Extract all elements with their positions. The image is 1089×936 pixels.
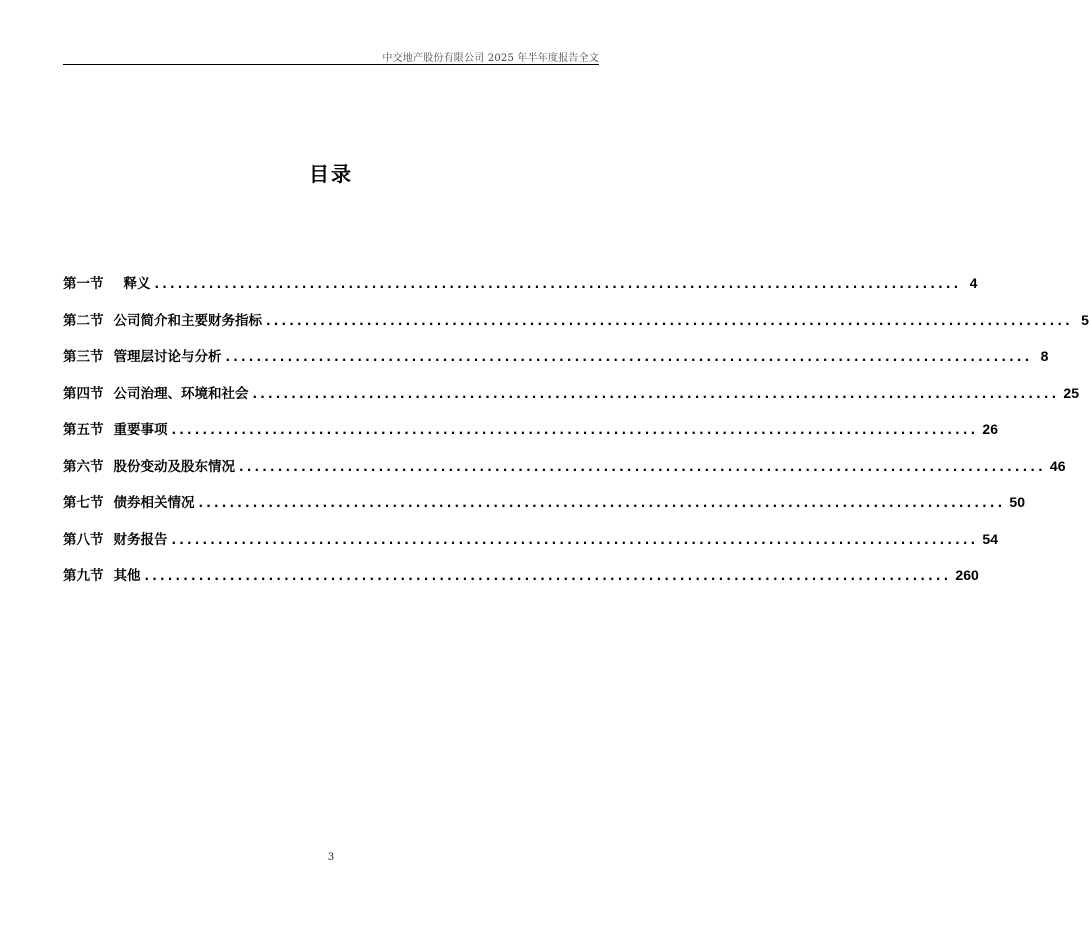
toc-page-number: 46 xyxy=(1049,457,1066,474)
toc-section-number: 第八节 xyxy=(63,531,104,548)
toc-entry[interactable] xyxy=(63,491,1025,513)
toc-heading: 其他 xyxy=(113,568,141,584)
toc-entry[interactable] xyxy=(63,528,998,550)
toc-section-number: 第六节 xyxy=(63,458,104,475)
toc-leader-dots: ........................................................................................................ xyxy=(154,277,962,291)
toc-heading: 管理层讨论与分析 xyxy=(113,349,222,365)
toc-heading: 债券相关情况 xyxy=(113,495,195,511)
toc-leader-dots: ........................................................................................................ xyxy=(239,459,1046,474)
toc-section-number: 第九节 xyxy=(63,568,104,584)
header-divider xyxy=(63,64,599,65)
page-number: 3 xyxy=(327,852,335,863)
toc-section-number: 第二节 xyxy=(63,312,104,329)
toc-leader-dots: ........................................................................................................ xyxy=(198,496,1006,510)
running-header: 中交地产股份有限公司 2025 年半年度报告全文 xyxy=(382,53,599,64)
toc-leader-dots: ........................................................................................................ xyxy=(225,350,1033,364)
toc-entry[interactable] xyxy=(63,345,1049,367)
toc-leader-dots: ........................................................................................................ xyxy=(171,423,979,437)
toc-section-number: 第七节 xyxy=(63,495,104,511)
toc-page-number: 4 xyxy=(969,275,978,291)
table-of-contents xyxy=(63,272,1089,601)
toc-heading: 释义 xyxy=(123,276,151,292)
toc-page-number: 8 xyxy=(1040,348,1049,364)
toc-page-number: 26 xyxy=(982,421,998,437)
toc-page-number: 260 xyxy=(955,567,979,583)
page-title: 目录 xyxy=(309,162,353,186)
toc-section-number: 第五节 xyxy=(63,422,104,438)
toc-heading: 公司简介和主要财务指标 xyxy=(113,312,262,329)
toc-entry[interactable] xyxy=(63,382,1079,404)
toc-leader-dots: ........................................................................................................ xyxy=(252,386,1060,401)
toc-page-number: 25 xyxy=(1063,384,1079,401)
toc-entry[interactable] xyxy=(63,272,978,294)
toc-section-number: 第一节 xyxy=(63,276,104,292)
toc-page-number: 50 xyxy=(1009,494,1025,510)
toc-entry[interactable] xyxy=(63,455,1066,477)
toc-entry[interactable] xyxy=(63,418,998,440)
toc-leader-dots: ........................................................................................................ xyxy=(171,532,979,547)
toc-heading: 财务报告 xyxy=(113,531,168,548)
toc-entry[interactable] xyxy=(63,564,979,586)
toc-page-number: 5 xyxy=(1081,311,1089,328)
toc-page-number: 54 xyxy=(982,530,998,547)
toc-entry[interactable] xyxy=(63,309,1089,331)
toc-leader-dots: ........................................................................................................ xyxy=(144,569,952,583)
toc-heading: 公司治理、环境和社会 xyxy=(113,385,249,402)
toc-leader-dots: ........................................................................................................ xyxy=(266,313,1073,328)
toc-section-number: 第四节 xyxy=(63,385,104,402)
toc-heading: 重要事项 xyxy=(113,422,168,438)
toc-section-number: 第三节 xyxy=(63,349,104,365)
toc-heading: 股份变动及股东情况 xyxy=(113,458,235,475)
